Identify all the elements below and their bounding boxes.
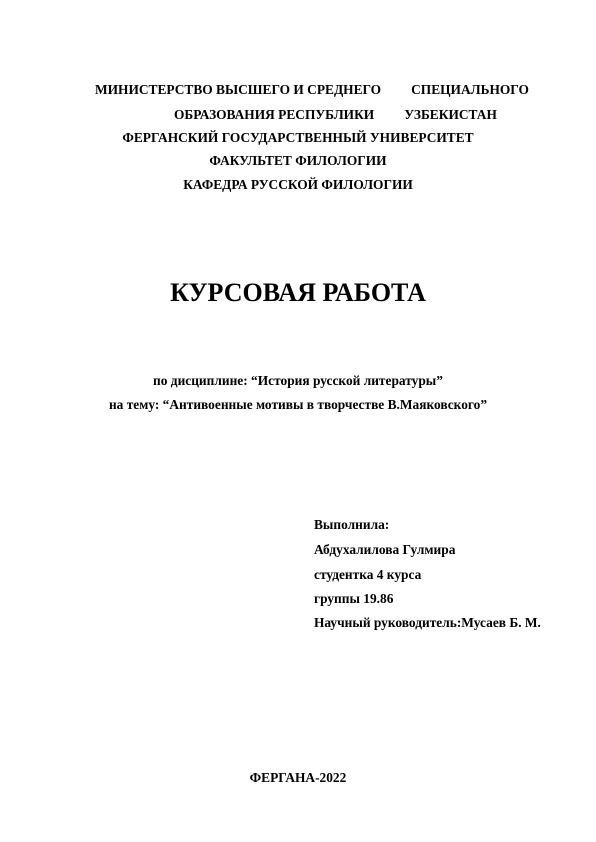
university-name: ФЕРГАНСКИЙ ГОСУДАРСТВЕННЫЙ УНИВЕРСИТЕТ <box>122 130 474 145</box>
education-right-text: УЗБЕКИСТАН <box>404 107 497 122</box>
education-left-text: ОБРАЗОВАНИЯ РЕСПУБЛИКИ <box>174 107 375 122</box>
completed-by-label: Выполнила: <box>314 517 390 532</box>
faculty-name: ФАКУЛЬТЕТ ФИЛОЛОГИИ <box>209 153 387 168</box>
ministry-right-text: СПЕЦИАЛЬНОГО <box>411 82 529 97</box>
author-group: группы 19.86 <box>314 591 394 606</box>
topic-line: на тему: “Антивоенные мотивы в творчестве В.Маяковского” <box>108 397 488 412</box>
document-title: КУРСОВАЯ РАБОТА <box>170 278 426 307</box>
department-name: КАФЕДРА РУССКОЙ ФИЛОЛОГИИ <box>183 177 413 192</box>
discipline-line: по дисциплине: “История русской литературы” <box>153 373 443 388</box>
city-year: ФЕРГАНА-2022 <box>249 770 347 785</box>
author-name: Абдухалилова Гулмира <box>314 542 456 557</box>
ministry-line <box>95 82 529 98</box>
ministry-left-text: МИНИСТЕРСТВО ВЫСШЕГО И СРЕДНЕГО <box>95 82 382 97</box>
supervisor-line: Научный руководитель:Мусаев Б. М. <box>314 615 541 630</box>
author-course: студентка 4 курса <box>314 567 422 582</box>
education-line <box>174 107 497 123</box>
